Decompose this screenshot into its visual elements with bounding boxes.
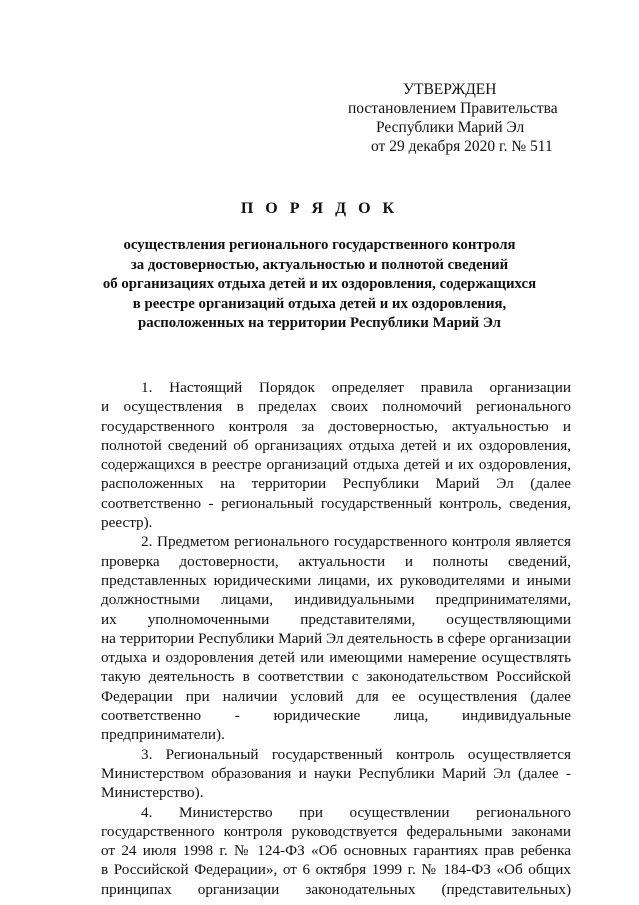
document-subtitle [100, 236, 539, 334]
body-line: принципах организации законодательных (представительных) [101, 880, 571, 898]
subtitle-line: расположенных на территории Республики Марий Эл [138, 315, 501, 331]
body-line: реестр). [101, 514, 153, 532]
body-line: 3. Региональный государственный контроль осуществляется [141, 745, 571, 763]
body-line: 1. Настоящий Порядок определяет правила организации [141, 379, 571, 396]
body-line: их уполномоченными представителями, осуществляющими [101, 610, 571, 628]
document-body [101, 378, 571, 899]
approval-heading: УТВЕРЖДЕН [403, 81, 497, 98]
subtitle-line: в реестре организаций отдыха детей и их оздоровления, [132, 295, 507, 312]
body-line: 2. Предметом регионального государственного контроля является [141, 533, 571, 551]
body-line: от 24 июля 1998 г. № 124-ФЗ «Об основных гарантиях прав ребенка [101, 842, 571, 860]
body-line: соответственно - юридические лица, индивидуальные [101, 707, 571, 725]
subtitle-line: за достоверностью, актуальностью и полнотой сведений [130, 256, 509, 273]
body-line: проверка достоверности, актуальности и полноты сведений, [101, 552, 571, 570]
paragraph-1 [101, 378, 571, 532]
body-line: соответственно - региональный государственный контроль, сведения, [101, 494, 571, 512]
approval-by: постановлением Правительства [348, 100, 558, 117]
body-line: и осуществления в пределах своих полномочий регионального [101, 398, 571, 416]
approval-issuer: Республики Марий Эл [376, 119, 525, 136]
document-title: П О Р Я Д О К [240, 200, 399, 217]
body-line: отдыха и оздоровления детей или имеющими намерение осуществлять [101, 649, 571, 667]
body-line: на территории Республики Марий Эл деятельность в сфере организации [101, 629, 571, 647]
body-line: Министерство). [101, 784, 204, 802]
body-line: 4. Министерство при осуществлении регионального [141, 803, 571, 821]
body-line: представленных юридическими лицами, их руководителями и иными [101, 571, 571, 589]
body-line: полнотой сведений об организациях отдыха детей и их оздоровления, [101, 436, 571, 454]
paragraph-2 [101, 532, 571, 744]
body-line: такую деятельность в соответствии с законодательством Российской [101, 668, 571, 686]
body-line: Министерством образования и науки Республики Марий Эл (далее - [101, 764, 571, 782]
body-line: предприниматели). [101, 726, 225, 744]
body-line: должностными лицами, индивидуальными предпринимателями, [101, 591, 571, 609]
subtitle-line: осуществления регионального государственного контроля [123, 237, 516, 253]
body-line: Федерации при наличии условий для ее осуществления (далее [101, 687, 571, 705]
paragraph-3 [101, 745, 571, 803]
body-line: в Российской Федерации», от 6 октября 1999 г. № 184-ФЗ «Об общих [101, 861, 571, 879]
body-line: государственного контроля руководствуется федеральными законами [101, 822, 571, 840]
approval-date: от 29 декабря 2020 г. № 511 [371, 138, 553, 155]
body-line: расположенных на территории Республики Марий Эл (далее [101, 475, 571, 493]
paragraph-4 [101, 803, 571, 899]
body-line: содержащихся в реестре организаций отдыха детей и их оздоровления, [101, 456, 571, 474]
subtitle-line: об организациях отдыха детей и их оздоровления, содержащихся [102, 276, 537, 292]
body-line: государственного контроля за достоверностью, актуальностью и [101, 417, 571, 435]
